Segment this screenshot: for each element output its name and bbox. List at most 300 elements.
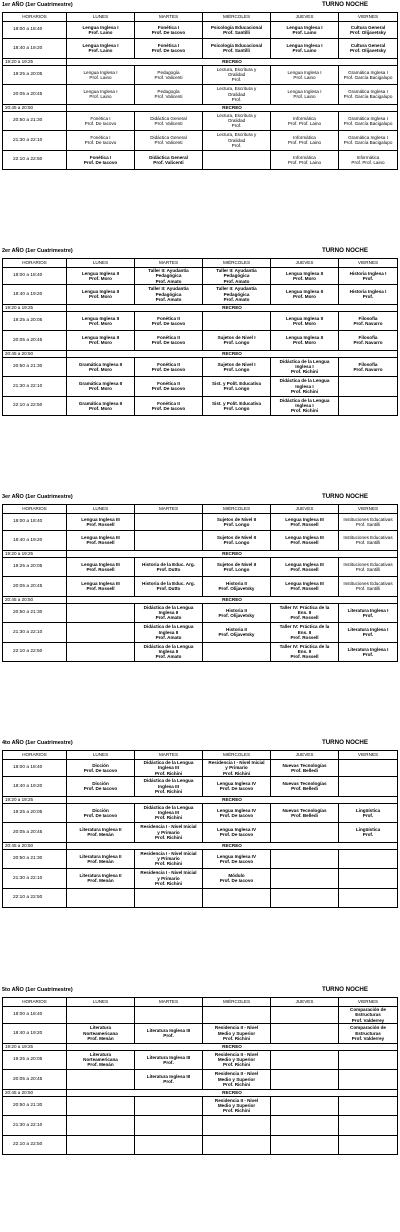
class-cell <box>271 331 339 351</box>
class-cell <box>339 1024 398 1044</box>
class-cell <box>67 396 135 416</box>
time-cell: 20:05 a 20:45 <box>3 823 67 843</box>
subject-name: Taller II: Ayudantía <box>216 286 257 292</box>
teacher-name: Prof. Olijavetsky <box>218 586 255 592</box>
subject-name: Didáctica de la Lengua <box>143 643 194 649</box>
subject-name: Lengua Inglesa III <box>285 561 324 567</box>
class-cell <box>67 1024 135 1044</box>
time-cell: 18:00 a 18:40 <box>3 22 67 39</box>
time-slot-row <box>3 803 398 823</box>
time-slot-row <box>3 869 398 889</box>
section-header <box>0 738 400 750</box>
schedule-section <box>0 0 400 170</box>
class-cell <box>67 531 135 551</box>
teacher-name: Prof. Laino <box>89 94 112 100</box>
subject-name: Taller IV: Práctica de la <box>279 624 330 630</box>
schedule-table <box>2 750 398 908</box>
time-cell: 19:25 a 20:05 <box>3 65 67 85</box>
subject-name: Inglesa III <box>158 783 179 789</box>
column-header: MIÉRCOLES <box>203 751 271 760</box>
class-cell <box>135 777 203 797</box>
teacher-name: Prof. Dutto <box>156 566 181 572</box>
subject-name: Residencia II - Nivel <box>214 1071 259 1077</box>
subject-name: Estructuras <box>355 1030 381 1036</box>
class-cell <box>67 85 135 105</box>
class-cell <box>339 396 398 416</box>
column-header: MIÉRCOLES <box>203 998 271 1007</box>
class-cell <box>67 777 135 797</box>
subject-name: Pedagógica <box>223 291 250 297</box>
class-cell <box>135 514 203 531</box>
teacher-name: Prof. Rossell <box>290 654 319 660</box>
subject-name: Literatura Inglesa III <box>146 1028 191 1034</box>
time-slot-row <box>3 331 398 351</box>
subject-name: Gramática Inglesa II <box>78 400 123 406</box>
class-cell <box>271 557 339 577</box>
class-cell <box>67 823 135 843</box>
header-row <box>3 751 398 760</box>
teacher-name: Prof. Amato <box>155 278 182 284</box>
class-cell <box>203 642 271 662</box>
class-cell <box>135 65 203 85</box>
time-cell: 20:05 a 20:45 <box>3 331 67 351</box>
time-slot-row <box>3 623 398 643</box>
subject-name: Norteamericana <box>83 1057 118 1063</box>
teacher-name: Prof. De Iacovo <box>151 48 186 54</box>
subject-name: Gramática Inglesa II <box>78 381 123 387</box>
subject-name: Residencia I - Nivel Inicial <box>208 760 265 766</box>
teacher-name: Prof. De Iacovo <box>83 812 118 818</box>
column-header: HORARIOS <box>3 13 67 22</box>
subject-name: Inglesa II <box>158 629 179 635</box>
class-cell <box>135 85 203 105</box>
column-header: LUNES <box>67 505 135 514</box>
class-cell <box>203 760 271 777</box>
time-slot-row <box>3 603 398 623</box>
subject-name: Dicción <box>92 807 109 813</box>
class-cell <box>203 1050 271 1070</box>
subject-name: Lengua Inglesa I <box>83 69 118 75</box>
section-header <box>0 246 400 258</box>
recreo-row <box>3 104 398 111</box>
subject-name: Sujetos de Nivel I <box>217 335 256 341</box>
schedule-section <box>0 985 400 1155</box>
subject-name: Residencia II - Nivel <box>214 1097 259 1103</box>
subject-name: Didáctica General <box>150 135 187 141</box>
teacher-name: Prof. Belledi <box>291 786 318 792</box>
class-cell <box>339 777 398 797</box>
teacher-name: Prof. De Iacovo <box>151 320 186 326</box>
class-cell <box>135 285 203 305</box>
teacher-name: Prof. Laino <box>88 30 113 35</box>
subject-name: Nuevas Tecnologías <box>282 762 327 768</box>
class-cell <box>203 803 271 823</box>
section-header <box>0 492 400 504</box>
subject-name: Gramática Inglesa I <box>348 69 388 75</box>
subject-name: Literatura <box>89 1025 112 1031</box>
teacher-name: Prof. De Iacovo <box>151 386 186 392</box>
class-cell <box>135 531 203 551</box>
class-cell <box>67 803 135 823</box>
subject-name: Nuevas Tecnologías <box>282 781 327 787</box>
subject-name: Historia II <box>226 627 247 633</box>
subject-name: Fonética I <box>157 43 180 49</box>
teacher-name: Prof. Longo <box>223 522 250 527</box>
subject-name: Residencia I - Nivel Inicial <box>140 850 197 856</box>
subject-name: Instituciones Educativas <box>343 516 393 522</box>
teacher-name: Prof. Rossell <box>86 522 115 527</box>
class-cell <box>271 268 339 285</box>
time-slot-row <box>3 150 398 170</box>
class-cell <box>67 514 135 531</box>
class-cell <box>135 111 203 131</box>
class-cell <box>203 1116 271 1136</box>
time-cell: 20:05 a 20:45 <box>3 85 67 105</box>
teacher-name: Prof. <box>362 632 374 638</box>
time-slot-row <box>3 39 398 59</box>
class-cell <box>271 849 339 869</box>
subject-name: Fonética I <box>90 115 111 121</box>
teacher-name: Prof. <box>362 612 374 618</box>
time-slot-row <box>3 22 398 39</box>
subject-name: Lectura, Escritura y <box>216 66 257 72</box>
subject-name: Informática <box>293 115 316 121</box>
column-header: VIERNES <box>339 259 398 268</box>
class-cell <box>67 557 135 577</box>
teacher-name: Prof. Navarro <box>353 340 383 346</box>
teacher-name: Prof. De Iacovo <box>83 159 118 165</box>
subject-name: Lengua Inglesa II <box>285 335 324 341</box>
class-cell <box>203 514 271 531</box>
class-cell <box>135 888 203 908</box>
teacher-name: Prof. Prof. Laino <box>351 159 385 165</box>
class-cell <box>271 396 339 416</box>
subject-name: Fonética I <box>157 24 180 30</box>
subject-name: Filosofía <box>358 361 378 367</box>
time-cell: 20:50 a 21:30 <box>3 1096 67 1116</box>
time-slot-row <box>3 396 398 416</box>
subject-name: Historia de la Educ. Arg. <box>142 581 195 587</box>
class-cell <box>203 396 271 416</box>
subject-name: Historia II <box>226 607 247 613</box>
class-cell <box>135 623 203 643</box>
class-cell <box>339 760 398 777</box>
teacher-name: Prof. Rossell <box>290 566 319 572</box>
class-cell <box>203 869 271 889</box>
subject-name: Lengua Inglesa III <box>285 581 324 587</box>
teacher-name: Prof. De Iacovo <box>83 768 118 773</box>
schedule-table <box>2 504 398 662</box>
teacher-name: Prof. Rossell <box>290 540 319 546</box>
subject-name: Lengua Inglesa IV <box>216 807 257 813</box>
teacher-name: Prof. Olijavetsky <box>218 612 255 618</box>
subject-name: Pedagógica <box>223 273 250 279</box>
teacher-name: Prof. De Iacovo <box>151 366 186 372</box>
teacher-name: Prof. Prof. Laino <box>287 159 322 165</box>
subject-name: Fonética II <box>157 400 180 406</box>
class-cell <box>67 268 135 285</box>
subject-name: Lengua Inglesa II <box>81 315 120 321</box>
teacher-name: Prof. García Bacigalupo <box>343 140 393 146</box>
class-cell <box>271 311 339 331</box>
teacher-name: Prof. Moro <box>293 320 316 326</box>
teacher-name: Prof. Valicenti <box>154 140 183 146</box>
subject-name: Informática <box>293 154 316 160</box>
class-cell <box>271 888 339 908</box>
subject-name: Lengua Inglesa I <box>286 43 323 49</box>
teacher-name: Prof. Belledi <box>291 768 318 773</box>
subject-name: Didáctica de la Lengua <box>143 624 194 630</box>
turno-label: TURNO NOCHE <box>321 986 368 993</box>
column-header: MARTES <box>135 751 203 760</box>
teacher-name: Prof. Santilli <box>355 566 381 572</box>
subject-name: Taller IV: Práctica de la <box>279 604 330 610</box>
subject-name: Taller II: Ayudantía <box>148 268 189 274</box>
time-cell: 20:45 a 20:50 <box>3 350 67 357</box>
recreo-cell: RECREO <box>67 842 398 849</box>
subject-name: y Primario <box>225 765 248 771</box>
schedule-table <box>2 258 398 416</box>
class-cell <box>203 557 271 577</box>
subject-name: Oralidad <box>227 118 246 124</box>
subject-name: Fonética I <box>90 135 111 141</box>
teacher-name: Prof. García Bacigalupo <box>343 74 393 80</box>
subject-name: Lengua Inglesa III <box>81 581 120 587</box>
class-cell <box>203 150 271 170</box>
time-slot-row <box>3 311 398 331</box>
time-cell: 20:50 a 21:30 <box>3 603 67 623</box>
class-cell <box>203 85 271 105</box>
subject-name: Lengua Inglesa I <box>287 89 322 95</box>
column-header: VIERNES <box>339 751 398 760</box>
class-cell <box>67 849 135 869</box>
class-cell <box>203 285 271 305</box>
time-cell: 18:40 a 19:20 <box>3 285 67 305</box>
turno-label: TURNO NOCHE <box>321 493 368 500</box>
subject-name: Lengua Inglesa I <box>83 89 118 95</box>
time-cell: 18:40 a 19:20 <box>3 531 67 551</box>
class-cell <box>339 1116 398 1136</box>
recreo-row <box>3 842 398 849</box>
class-cell <box>203 1007 271 1024</box>
time-cell: 18:00 a 18:40 <box>3 1007 67 1024</box>
subject-name: Didáctica de la Lengua <box>279 397 330 403</box>
subject-name: Residencia I - Nivel Inicial <box>140 824 197 830</box>
teacher-name: Prof. Menán <box>87 832 114 838</box>
teacher-name: Prof. Longo <box>223 540 250 546</box>
time-cell: 19:25 a 20:05 <box>3 1050 67 1070</box>
subject-name: Lengua Inglesa III <box>285 516 324 522</box>
subject-name: Historia Inglesa I <box>349 289 387 295</box>
subject-name: Comparación de <box>350 1025 386 1031</box>
class-cell <box>135 823 203 843</box>
class-cell <box>339 1135 398 1155</box>
class-cell <box>339 331 398 351</box>
class-cell <box>135 1116 203 1136</box>
teacher-name: Prof. Richini <box>222 1035 251 1041</box>
turno-label: TURNO NOCHE <box>321 247 368 254</box>
teacher-name: Prof. Laino <box>292 48 317 54</box>
subject-name: Residencia II - Nivel <box>214 1025 259 1031</box>
subject-name: Literatura Inglesa II <box>79 853 122 859</box>
class-cell <box>271 39 339 59</box>
recreo-cell: RECREO <box>67 1043 398 1050</box>
column-header: HORARIOS <box>3 751 67 760</box>
time-slot-row <box>3 888 398 908</box>
subject-name: Lengua Inglesa II <box>285 289 324 295</box>
class-cell <box>203 1096 271 1116</box>
subject-name: Sist. y Polít. Educativa <box>211 400 261 406</box>
recreo-row <box>3 550 398 557</box>
subject-name: Lectura, Escritura y <box>216 86 257 92</box>
class-cell <box>203 1024 271 1044</box>
subject-name: Ens. II <box>297 649 312 655</box>
class-cell <box>271 377 339 397</box>
class-cell <box>271 131 339 151</box>
turno-label: TURNO NOCHE <box>321 739 368 746</box>
class-cell <box>339 514 398 531</box>
column-header: VIERNES <box>339 13 398 22</box>
schedule-section <box>0 738 400 908</box>
class-cell <box>203 577 271 597</box>
teacher-name: Prof. Menán <box>87 878 114 884</box>
subject-name: Inglesa III <box>158 765 179 771</box>
teacher-name: Prof. Menán <box>87 858 114 864</box>
column-header: JUEVES <box>271 505 339 514</box>
subject-name: Filosofía <box>358 335 378 341</box>
subject-name: Pedagogía <box>157 89 180 95</box>
recreo-row <box>3 350 398 357</box>
subject-name: y Primario <box>157 875 180 881</box>
time-slot-row <box>3 1116 398 1136</box>
column-header: MIÉRCOLES <box>203 505 271 514</box>
time-slot-row <box>3 1050 398 1070</box>
teacher-name: Prof. Valicenti <box>154 74 183 80</box>
time-slot-row <box>3 377 398 397</box>
class-cell <box>203 603 271 623</box>
subject-name: Gramática Inglesa I <box>348 135 388 141</box>
class-cell <box>203 22 271 39</box>
class-cell <box>135 311 203 331</box>
class-cell <box>135 331 203 351</box>
teacher-name: Prof. Moro <box>89 276 112 281</box>
class-cell <box>339 1050 398 1070</box>
time-cell: 22:10 a 22:50 <box>3 642 67 662</box>
class-cell <box>271 777 339 797</box>
teacher-name: Prof. Santilli <box>355 540 381 546</box>
time-slot-row <box>3 849 398 869</box>
subject-name: Lingüística <box>355 827 381 833</box>
class-cell <box>67 603 135 623</box>
subject-name: Cultura General <box>350 43 386 49</box>
teacher-name: Prof. Menán <box>87 1035 114 1041</box>
recreo-cell: RECREO <box>67 58 398 65</box>
class-cell <box>67 65 135 85</box>
teacher-name: Prof. García Bacigalupo <box>343 94 393 100</box>
subject-name: Instituciones Educativas <box>343 581 393 587</box>
teacher-name: Prof. Valderrey <box>351 1035 385 1041</box>
teacher-name: Prof. Laino <box>293 94 316 100</box>
subject-name: Informática <box>293 135 316 141</box>
class-cell <box>67 22 135 39</box>
section-title: 4to AÑO (1er Cuatrimestre) <box>2 740 73 746</box>
subject-name: Historia de la Educ. Arg. <box>142 561 195 567</box>
time-slot-row <box>3 285 398 305</box>
class-cell <box>271 760 339 777</box>
column-header: HORARIOS <box>3 505 67 514</box>
class-cell <box>271 150 339 170</box>
class-cell <box>271 823 339 843</box>
teacher-name: Prof. Dutto <box>156 586 181 592</box>
recreo-cell: RECREO <box>67 550 398 557</box>
class-cell <box>271 642 339 662</box>
section-title: 3er AÑO (1er Cuatrimestre) <box>2 494 73 500</box>
teacher-name: Prof. Richini <box>154 861 183 867</box>
recreo-row <box>3 596 398 603</box>
teacher-name: Prof. Laino <box>293 74 316 80</box>
column-header: JUEVES <box>271 13 339 22</box>
class-cell <box>135 803 203 823</box>
subject-name: Lengua Inglesa I <box>286 24 323 30</box>
teacher-name: Prof. Richini <box>290 408 319 414</box>
subject-name: Inglesa II <box>158 649 179 655</box>
class-cell <box>135 849 203 869</box>
subject-name: Literatura <box>89 1051 112 1057</box>
recreo-cell: RECREO <box>67 796 398 803</box>
class-cell <box>135 642 203 662</box>
time-slot-row <box>3 131 398 151</box>
class-cell <box>135 1007 203 1024</box>
class-cell <box>203 65 271 85</box>
schedule-table <box>2 997 398 1155</box>
column-header: MIÉRCOLES <box>203 259 271 268</box>
teacher-name: Prof. De Iacovo <box>151 30 186 35</box>
teacher-name: Prof. Moro <box>89 320 112 326</box>
class-cell <box>203 1135 271 1155</box>
time-cell: 18:40 a 19:20 <box>3 39 67 59</box>
class-cell <box>339 577 398 597</box>
subject-name: Residencia II - Nivel <box>214 1051 259 1057</box>
class-cell <box>67 331 135 351</box>
subject-name: Dicción <box>92 781 109 787</box>
class-cell <box>135 1135 203 1155</box>
teacher-name: Prof. Moro <box>293 276 316 281</box>
subject-name: Lengua Inglesa II <box>81 335 120 341</box>
subject-name: Oralidad <box>227 72 246 78</box>
subject-name: Filosofía <box>358 315 378 321</box>
teacher-name: Prof. Moro <box>89 405 112 411</box>
time-cell: 21:30 a 22:10 <box>3 131 67 151</box>
class-cell <box>67 642 135 662</box>
class-cell <box>67 869 135 889</box>
class-cell <box>271 1135 339 1155</box>
teacher-name: Prof. Amato <box>223 278 250 284</box>
column-header: JUEVES <box>271 259 339 268</box>
time-cell: 21:30 a 22:10 <box>3 869 67 889</box>
class-cell <box>271 514 339 531</box>
time-cell: 20:45 a 20:50 <box>3 596 67 603</box>
class-cell <box>67 1050 135 1070</box>
subject-name: Taller II: Ayudantía <box>148 286 189 292</box>
time-cell: 18:00 a 18:40 <box>3 760 67 777</box>
schedule-section <box>0 246 400 416</box>
time-cell: 21:30 a 22:10 <box>3 377 67 397</box>
schedule-table <box>2 12 398 170</box>
class-cell <box>339 285 398 305</box>
teacher-name: Prof. De Iacovo <box>219 878 254 884</box>
teacher-name: Prof. Longo <box>223 386 250 392</box>
time-cell: 19:20 a 19:25 <box>3 1043 67 1050</box>
